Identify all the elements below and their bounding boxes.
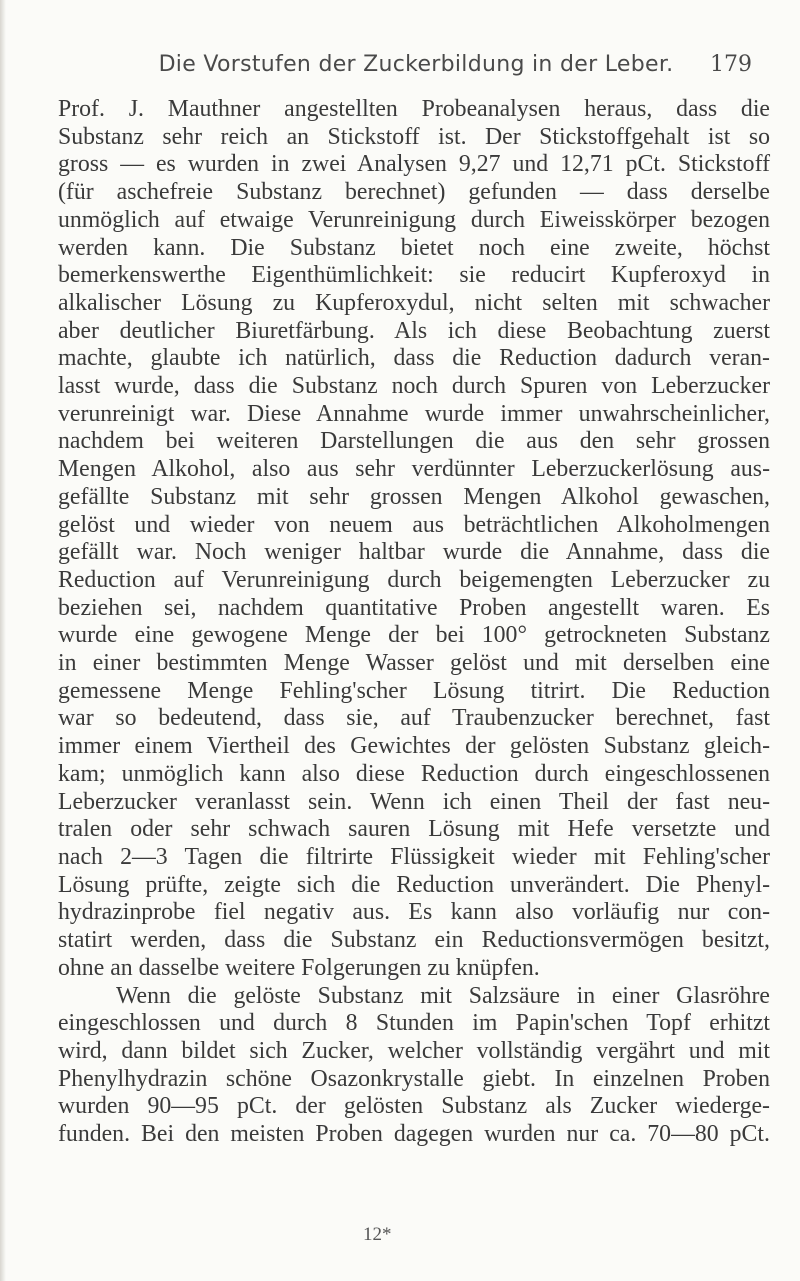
text-line: war so bedeutend, dass sie, auf Traubenzucker berechnet, fast xyxy=(58,705,770,732)
running-header xyxy=(140,52,752,84)
text-line: Mengen Alkohol, also aus sehr verdünnter Leberzuckerlösung aus- xyxy=(58,456,770,483)
text-line: hydrazinprobe fiel negativ aus. Es kann also vorläufig nur con- xyxy=(58,899,770,926)
text-line: gross — es wurden in zwei Analysen 9,27 und 12,71 pCt. Stickstoff xyxy=(58,151,770,178)
text-line: werden kann. Die Substanz bietet noch eine zweite, höchst xyxy=(58,234,770,261)
running-header-title: Die Vorstufen der Zuckerbildung in der Leber. xyxy=(158,52,674,77)
text-line: verunreinigt war. Diese Annahme wurde immer unwahrscheinlicher, xyxy=(58,400,770,427)
text-line: nachdem bei weiteren Darstellungen die aus den sehr grossen xyxy=(58,428,770,455)
text-line: ohne an dasselbe weitere Folgerungen zu knüpfen. xyxy=(58,954,540,981)
text-line: gemessene Menge Fehling'scher Lösung titrirt. Die Reduction xyxy=(58,677,770,704)
text-line: gefällt war. Noch weniger haltbar wurde die Annahme, dass die xyxy=(58,539,770,566)
text-line: wird, dann bildet sich Zucker, welcher vollständig vergährt und mit xyxy=(58,1037,770,1064)
text-line: unmöglich auf etwaige Verunreinigung durch Eiweisskörper bezogen xyxy=(58,206,770,233)
text-line: (für aschefreie Substanz berechnet) gefunden — dass derselbe xyxy=(58,179,770,206)
text-line: nach 2—3 Tagen die filtrirte Flüssigkeit wieder mit Fehling'scher xyxy=(58,843,770,870)
text-line: statirt werden, dass die Substanz ein Reductionsvermögen besitzt, xyxy=(58,927,770,954)
text-line: in einer bestimmten Menge Wasser gelöst und mit derselben eine xyxy=(58,650,770,677)
text-line: bemerkenswerthe Eigenthümlichkeit: sie reducirt Kupferoxyd in xyxy=(58,262,770,289)
text-line: Phenylhydrazin schöne Osazonkrystalle giebt. In einzelnen Proben xyxy=(58,1065,770,1092)
text-line: beziehen sei, nachdem quantitative Proben angestellt waren. Es xyxy=(58,594,770,621)
text-line: wurde eine gewogene Menge der bei 100° getrockneten Substanz xyxy=(58,622,770,649)
body-text xyxy=(58,96,770,1149)
text-line: Wenn die gelöste Substanz mit Salzsäure in einer Glasröhre xyxy=(116,982,770,1009)
text-line: Substanz sehr reich an Stickstoff ist. Der Stickstoffgehalt ist so xyxy=(58,123,770,150)
text-line: eingeschlossen und durch 8 Stunden im Papin'schen Topf erhitzt xyxy=(58,1010,770,1037)
text-line: gelöst und wieder von neuem aus beträchtlichen Alkoholmengen xyxy=(58,511,770,538)
page-edge-shadow xyxy=(0,0,6,1281)
text-line: Reduction auf Verunreinigung durch beigemengten Leberzucker zu xyxy=(58,566,770,593)
text-line: Lösung prüfte, zeigte sich die Reduction unverändert. Die Phenyl- xyxy=(58,871,770,898)
paragraph-1 xyxy=(58,96,770,983)
text-line: aber deutlicher Biuretfärbung. Als ich diese Beobachtung zuerst xyxy=(58,317,770,344)
text-line: gefällte Substanz mit sehr grossen Mengen Alkohol gewaschen, xyxy=(58,483,770,510)
text-line: kam; unmöglich kann also diese Reduction durch eingeschlossenen xyxy=(58,760,770,787)
paragraph-2 xyxy=(58,983,770,1149)
text-line: tralen oder sehr schwach sauren Lösung mit Hefe versetzte und xyxy=(58,816,770,843)
text-line: Prof. J. Mauthner angestellten Probeanalysen heraus, dass die xyxy=(58,96,770,122)
page-number: 179 xyxy=(710,52,752,77)
text-line: funden. Bei den meisten Proben dagegen wurden nur ca. 70—80 pCt. xyxy=(58,1121,770,1148)
text-line: immer einem Viertheil des Gewichtes der gelösten Substanz gleich- xyxy=(58,733,770,760)
text-line: Leberzucker veranlasst sein. Wenn ich einen Theil der fast neu- xyxy=(58,788,770,815)
text-line: alkalischer Lösung zu Kupferoxydul, nicht selten mit schwacher xyxy=(58,289,770,316)
signature-mark: 12* xyxy=(363,1224,392,1245)
text-line: machte, glaubte ich natürlich, dass die Reduction dadurch veran- xyxy=(58,345,770,372)
text-line: wurden 90—95 pCt. der gelösten Substanz als Zucker wiederge- xyxy=(58,1093,770,1120)
text-line: lasst wurde, dass die Substanz noch durch Spuren von Leberzucker xyxy=(58,373,770,400)
